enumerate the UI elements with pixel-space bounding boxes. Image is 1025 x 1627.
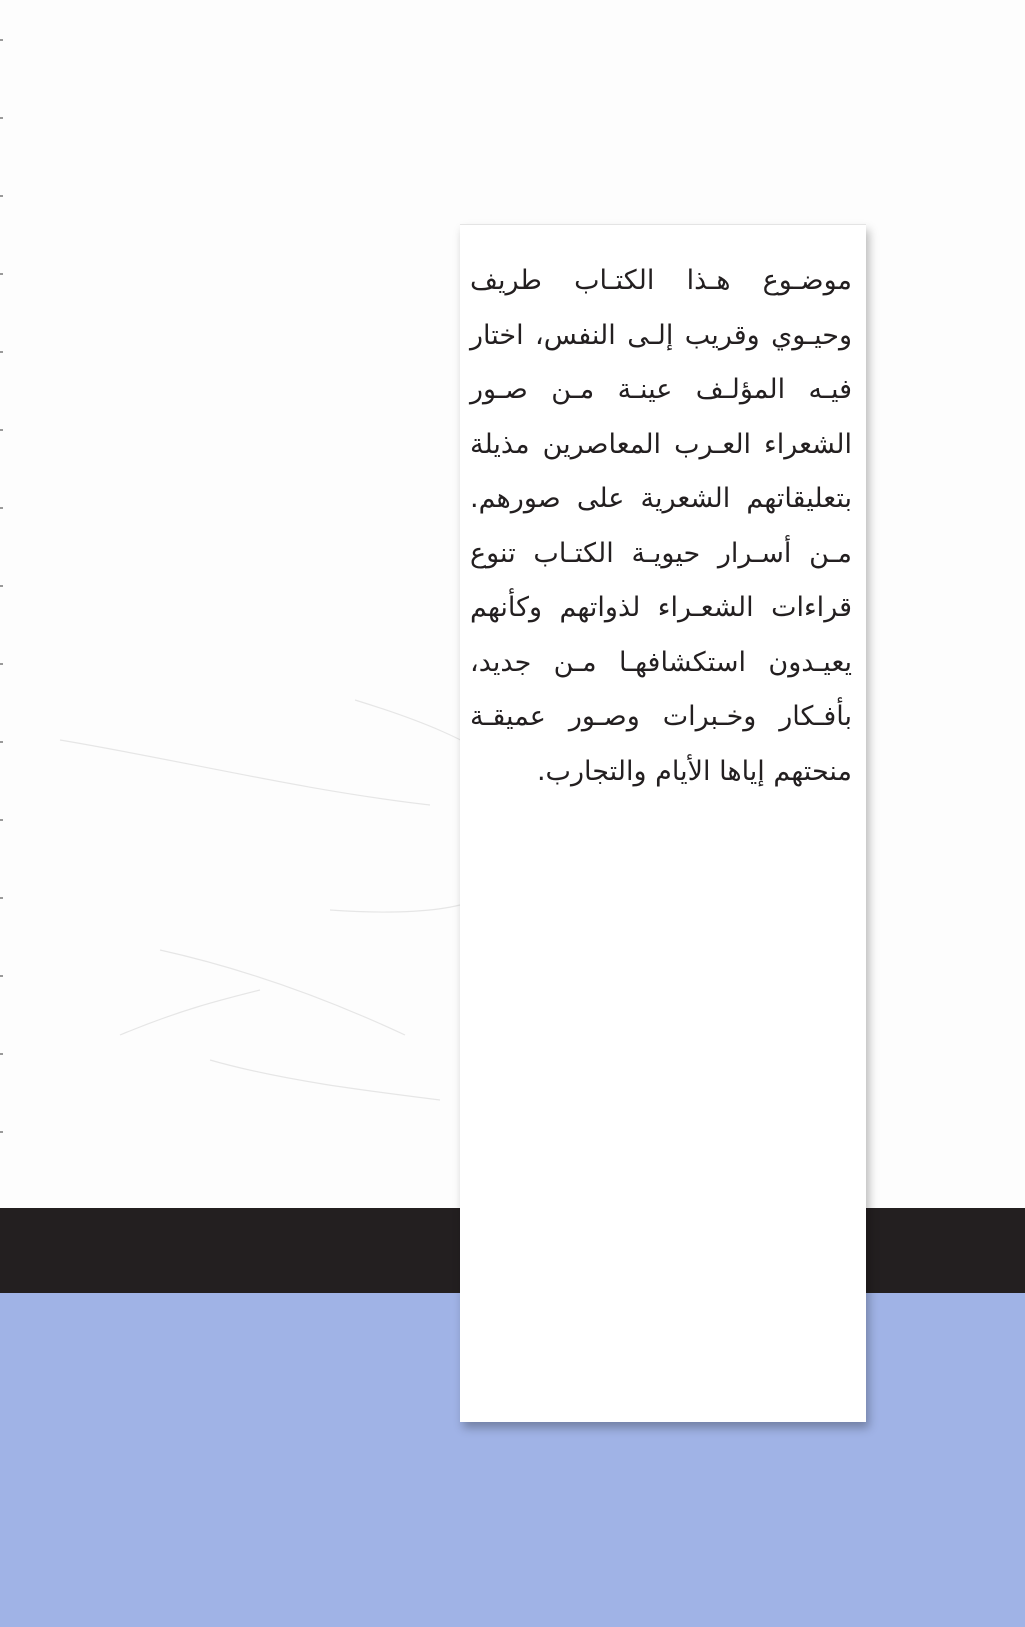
- blurb-line: بأفـكار وخـبرات وصـور عميقـة: [470, 701, 852, 732]
- blurb-line: منحتهم إياها الأيام والتجارب.: [536, 755, 852, 787]
- panel-top-edge: [460, 224, 866, 225]
- blurb-line: وحيـوي وقريب إلـى النفس، اختار: [470, 319, 852, 351]
- blurb-text: [470, 254, 852, 799]
- blurb-line: فيـه المؤلـف عينـة مـن صـور: [470, 374, 852, 405]
- left-edge-marks: [0, 0, 4, 1627]
- blurb-line: بتعليقاتهم الشعرية على صورهم.: [470, 483, 852, 514]
- blurb-line: قراءات الشعـراء لذواتهم وكأنهم: [470, 592, 852, 623]
- blurb-line: الشعراء العـرب المعاصرين مذيلة: [470, 428, 852, 460]
- blurb-line: مـن أسـرار حيويـة الكتـاب تنوع: [470, 537, 852, 569]
- blurb-line: يعيـدون استكشافهـا مـن جديد،: [470, 646, 852, 678]
- blurb-line: موضـوع هـذا الكتـاب طريف: [470, 265, 852, 296]
